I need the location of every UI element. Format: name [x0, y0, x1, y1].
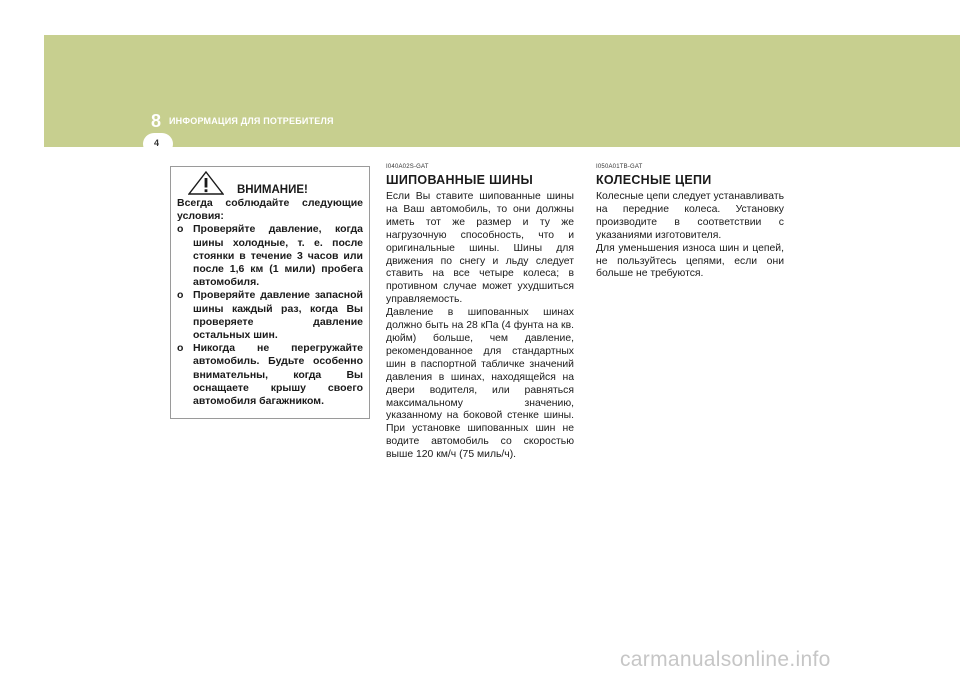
section-title: ШИПОВАННЫЕ ШИНЫ	[386, 173, 534, 187]
section-paragraph: Давление в шипованных шинах должно быть на 28 кПа (4 фунта на кв. дюйм) больше, чем давление, рекомендованное для стандартных шин в паспортной табличке значений давления в шинах, находящейся на двери водителя, или равняться максимальному значению, указанному на боковой стенке шины. При установке шипованных шин не водите автомобиль со скоростью выше 120 км/ч (75 миль/ч).	[386, 307, 574, 461]
bullet: o	[177, 289, 184, 302]
warning-list	[177, 223, 363, 408]
warning-item	[177, 342, 363, 408]
bullet: o	[177, 223, 184, 236]
section-title: КОЛЕСНЫЕ ЦЕПИ	[596, 173, 712, 187]
section-paragraph: Колесные цепи следует устанавливать на передние колеса. Установку производите в соответствии с указаниями изготовителя.	[596, 191, 784, 241]
section-paragraph: Для уменьшения износа шин и цепей, не пользуйтесь цепями, если они больше не требуются.	[596, 242, 784, 280]
warning-box	[170, 166, 370, 419]
warning-item-text: Проверяйте давление, когда шины холодные, т. е. после стоянки в течение 3 часов или после 1,6 км (1 мили) пробега автомобиля.	[193, 223, 363, 289]
warning-item-text: Никогда не перегружайте автомобиль. Будьте особенно внимательны, когда Вы оснащаете крышу своего автомобиля багажником.	[193, 342, 363, 408]
studded-tires-section	[386, 164, 574, 462]
warning-item	[177, 223, 363, 289]
warning-title: ВНИМАНИЕ!	[237, 184, 308, 196]
warning-body	[177, 197, 363, 408]
chapter-title: ИНФОРМАЦИЯ ДЛЯ ПОТРЕБИТЕЛЯ	[169, 116, 334, 126]
page-number: 4	[154, 138, 160, 148]
bullet: o	[177, 342, 184, 355]
section-code: I050A01TB-GAT	[596, 164, 643, 170]
warning-item	[177, 289, 363, 342]
chapter-banner	[44, 35, 960, 147]
section-code: I040A02S-GAT	[386, 164, 429, 170]
watermark-text: carmanualsonline.info	[620, 648, 831, 671]
chapter-number: 8	[151, 111, 162, 131]
wheel-chains-section	[596, 164, 784, 281]
warning-triangle-icon	[188, 171, 224, 195]
warning-item-text: Проверяйте давление запасной шины каждый раз, когда Вы проверяете давление остальных шин.	[193, 289, 363, 342]
warning-header	[177, 167, 363, 195]
warning-intro: Всегда соблюдайте следующие условия:	[177, 197, 363, 223]
section-paragraph: Если Вы ставите шипованные шины на Ваш автомобиль, то они должны иметь тот же размер и ту же нагрузочную способность, что и оригинальные шины. Шины для движения по снегу и льду следует ставить на все четыре колеса; в противном случае может ухудшиться управляемость.	[386, 191, 574, 306]
